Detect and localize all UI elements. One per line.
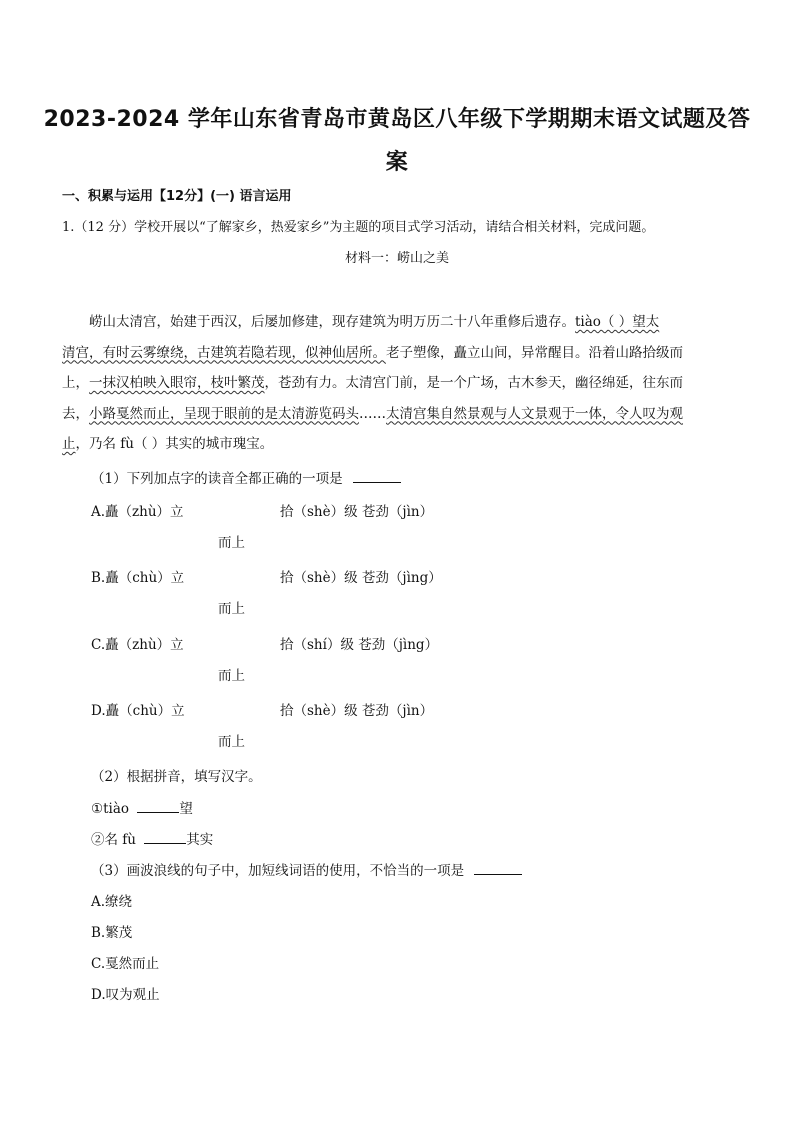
option-a-col2: 拾（shè）级 苍劲（jìn） bbox=[280, 504, 434, 520]
option-c-label: C.矗（zhù）立 bbox=[91, 637, 184, 653]
option-d-label: D.矗（chù）立 bbox=[91, 703, 185, 719]
sub3-prompt: （3）画波浪线的句子中，加短线词语的使用，不恰当的一项是 bbox=[91, 859, 522, 879]
option-a-label: A.矗（zhù）立 bbox=[91, 504, 184, 520]
question1-stem: 1.（12 分）学校开展以“了解家乡，热爱家乡”为主题的项目式学习活动，请结合相关材料，完成问题。 bbox=[62, 220, 655, 235]
material-title: 材料一：崂山之美 bbox=[344, 251, 449, 266]
sub3-option-c: C.戛然而止 bbox=[91, 956, 160, 972]
option-c-tail: 而上 bbox=[218, 668, 245, 684]
passage-line-1: 崂山太清宫，始建于西汉，后屡加修建，现存建筑为明万历二十八年重修后遗存。tiào（ ）望太 bbox=[89, 314, 660, 330]
option-d-col2: 拾（shè）级 苍劲（jìn） bbox=[280, 703, 434, 719]
passage-line-5: 止，乃名 fù（ ）其实的城市瑰宝。 bbox=[62, 436, 274, 452]
answer-blank[interactable] bbox=[144, 831, 186, 844]
answer-blank[interactable] bbox=[474, 862, 522, 875]
option-a-tail: 而上 bbox=[218, 535, 245, 551]
passage-line-4: 去，小路戛然而止，呈现于眼前的是太清游览码头……太清宫集自然景观与人文景观于一体，令人叹为观 bbox=[62, 405, 683, 422]
passage-line-3: 上，一抹汉柏映入眼帘，枝叶繁茂，苍劲有力。太清宫门前，是一个广场，古木参天，幽径绵延，往东而 bbox=[62, 375, 683, 391]
sub3-option-a: A.缭绕 bbox=[91, 894, 133, 910]
sub3-option-b: B.繁茂 bbox=[91, 925, 133, 941]
sub1-prompt: （1）下列加点字的读音全都正确的一项是 bbox=[91, 467, 401, 487]
answer-blank[interactable] bbox=[137, 800, 179, 813]
passage bbox=[62, 307, 730, 460]
sub2-prompt: （2）根据拼音，填写汉字。 bbox=[91, 769, 262, 785]
doc-title-line1: 2023-2024 学年山东省青岛市黄岛区八年级下学期期末语文试题及答 bbox=[43, 107, 751, 132]
section-header: 一、积累与运用【12分】(一) 语言运用 bbox=[62, 189, 292, 204]
passage-line-2: 清宫，有时云雾缭绕，古建筑若隐若现，似神仙居所。老子塑像，矗立山间，异常醒目。沿着山路拾级而 bbox=[62, 344, 683, 361]
answer-blank[interactable] bbox=[353, 470, 401, 483]
sub3-option-d: D.叹为观止 bbox=[91, 987, 160, 1003]
sub2-item2: ②名 fù 其实 bbox=[91, 832, 214, 848]
option-d-tail: 而上 bbox=[218, 734, 245, 750]
option-b-col2: 拾（shè）级 苍劲（jìng） bbox=[280, 570, 442, 586]
sub2-item1: ①tiào 望 bbox=[91, 801, 193, 817]
option-b-label: B.矗（chù）立 bbox=[91, 570, 185, 586]
option-b-tail: 而上 bbox=[218, 601, 245, 617]
doc-title-line2: 案 bbox=[385, 150, 409, 175]
option-c-col2: 拾（shí）级 苍劲（jìng） bbox=[280, 637, 439, 653]
